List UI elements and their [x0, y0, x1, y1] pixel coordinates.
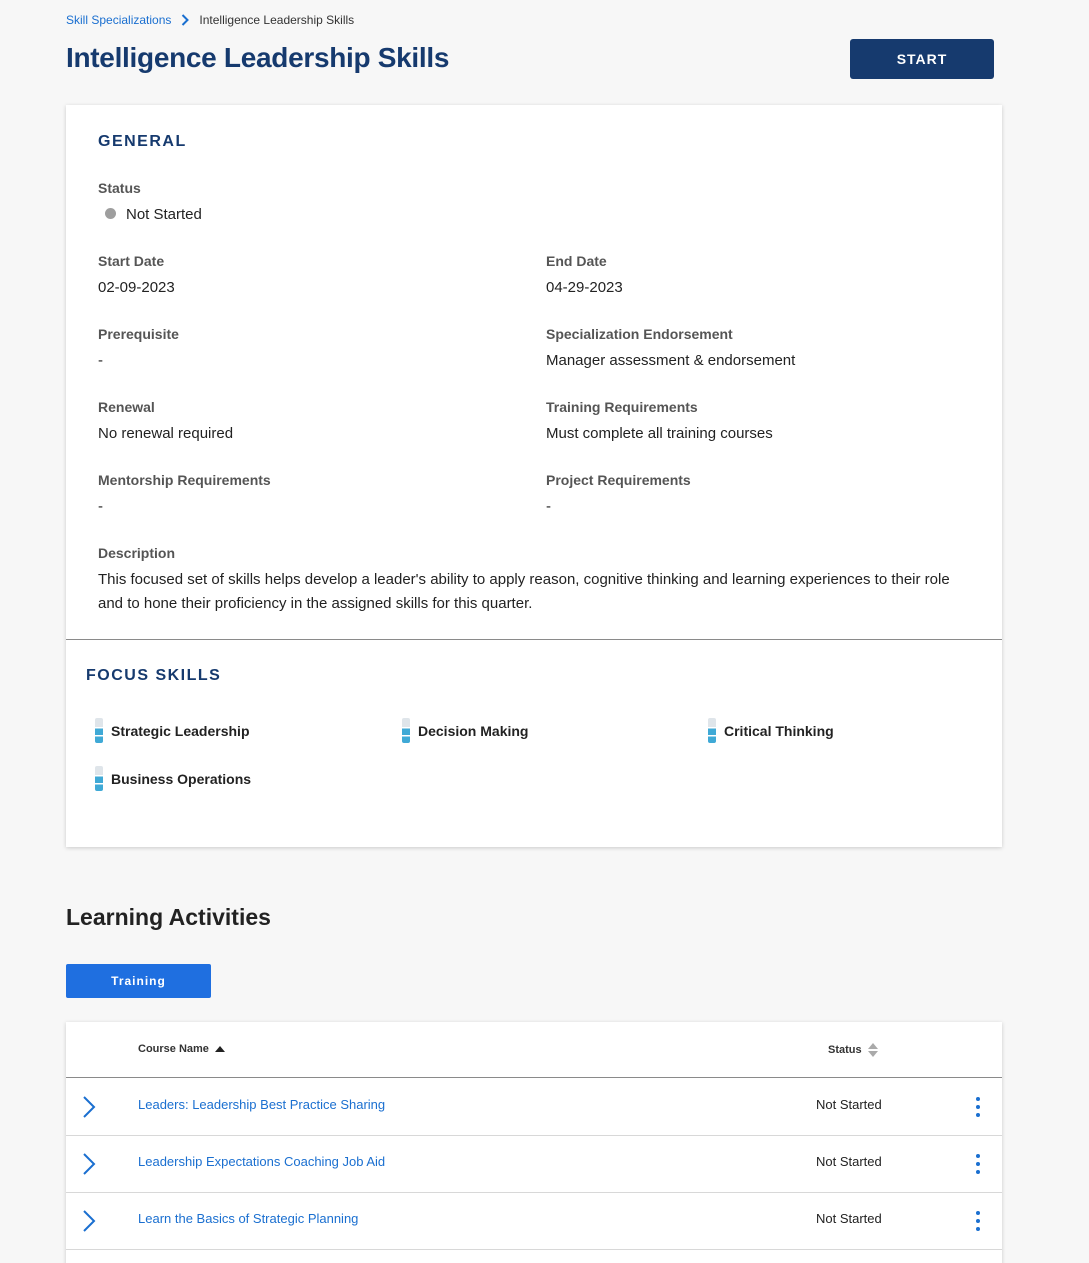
page-title: Intelligence Leadership Skills: [66, 42, 450, 73]
endorsement-label: Specialization Endorsement: [546, 326, 733, 342]
prerequisite-value: -: [98, 352, 103, 369]
course-status: Not Started: [816, 1154, 882, 1169]
focus-skill-label: Strategic Leadership: [111, 722, 250, 739]
table-header: [66, 1022, 1002, 1078]
more-options-icon[interactable]: [972, 1152, 984, 1176]
end-date-value: 04-29-2023: [546, 279, 623, 296]
mentorship-value: -: [98, 498, 103, 515]
focus-skill: [708, 718, 834, 743]
mentorship-label: Mentorship Requirements: [98, 472, 271, 488]
status-value: Not Started: [126, 206, 202, 223]
prerequisite-label: Prerequisite: [98, 326, 179, 342]
skill-level-icon: [95, 718, 103, 743]
renewal-value: No renewal required: [98, 425, 234, 442]
start-button[interactable]: START: [850, 39, 994, 79]
more-options-icon[interactable]: [972, 1095, 984, 1119]
skill-level-icon: [95, 766, 103, 791]
start-date-value: 02-09-2023: [98, 279, 175, 296]
endorsement-value: Manager assessment & endorsement: [546, 352, 796, 369]
courses-table: [66, 1022, 1002, 1263]
chevron-right-icon[interactable]: [82, 1153, 96, 1180]
sort-ascending-icon: [215, 1046, 225, 1052]
course-status: Not Started: [816, 1211, 882, 1226]
focus-skill: [95, 766, 251, 791]
table-row: [66, 1079, 1002, 1136]
course-status: Not Started: [816, 1097, 882, 1112]
column-header-course-name[interactable]: [138, 1043, 225, 1055]
column-header-status[interactable]: [828, 1043, 878, 1057]
training-requirements-label: Training Requirements: [546, 399, 698, 415]
status-dot-icon: [105, 208, 116, 219]
chevron-right-icon: [181, 14, 189, 26]
focus-skill-label: Business Operations: [111, 770, 252, 787]
sort-icon: [868, 1043, 878, 1057]
focus-skill: [95, 718, 250, 743]
project-requirements-label: Project Requirements: [546, 472, 691, 488]
general-heading: GENERAL: [98, 133, 187, 150]
skill-level-icon: [402, 718, 410, 743]
column-header-label: Course Name: [138, 1043, 209, 1055]
project-requirements-value: -: [546, 498, 551, 515]
section-divider: [66, 639, 1002, 640]
tab-training[interactable]: Training: [66, 964, 211, 998]
table-row: [66, 1193, 1002, 1250]
focus-skill-label: Decision Making: [418, 722, 529, 739]
description-label: Description: [98, 545, 176, 561]
more-options-icon[interactable]: [972, 1209, 984, 1233]
chevron-right-icon[interactable]: [82, 1210, 96, 1237]
learning-activities-heading: Learning Activities: [66, 904, 271, 930]
start-date-label: Start Date: [98, 253, 165, 269]
course-link[interactable]: Leaders: Leadership Best Practice Sharing: [138, 1097, 386, 1112]
focus-skills-heading: FOCUS SKILLS: [86, 667, 222, 684]
breadcrumb-current: Intelligence Leadership Skills: [199, 13, 355, 27]
specialization-details-card: [66, 105, 1002, 847]
skill-level-icon: [708, 718, 716, 743]
table-row: [66, 1136, 1002, 1193]
training-requirements-value: Must complete all training courses: [546, 425, 773, 442]
focus-skill-label: Critical Thinking: [724, 722, 834, 739]
end-date-label: End Date: [546, 253, 607, 269]
breadcrumb-link-skill-specializations[interactable]: Skill Specializations: [66, 13, 172, 27]
chevron-right-icon[interactable]: [82, 1096, 96, 1123]
course-link[interactable]: Learn the Basics of Strategic Planning: [138, 1211, 359, 1226]
breadcrumb: [66, 13, 354, 27]
status-label: Status: [98, 180, 141, 196]
description-text: This focused set of skills helps develop a leader's ability to apply reason, cognitive thinking and learning experiences to their role and to hone their proficiency in the assigned skills for this quarter.: [98, 571, 950, 612]
course-link[interactable]: Leadership Expectations Coaching Job Aid: [138, 1154, 386, 1169]
renewal-label: Renewal: [98, 399, 155, 415]
column-header-label: Status: [828, 1044, 862, 1056]
focus-skill: [402, 718, 528, 743]
